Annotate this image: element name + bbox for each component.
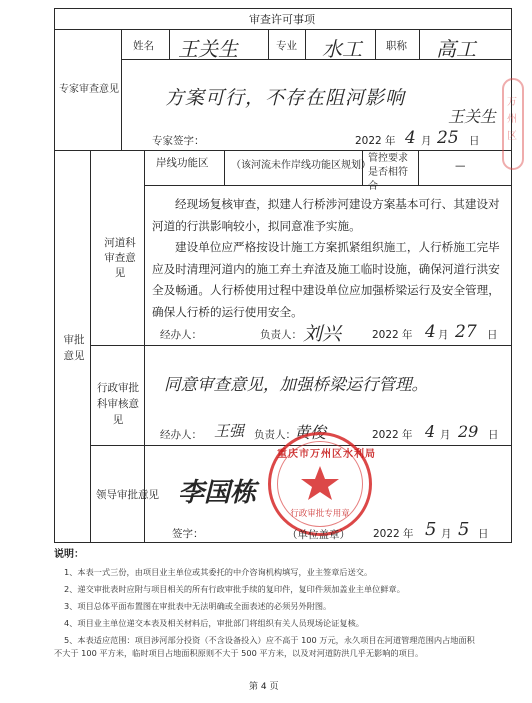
leader-date-year: 2022 bbox=[373, 528, 400, 540]
margin-stamp-text: 万州区 bbox=[507, 97, 517, 142]
vrule-river-label bbox=[144, 150, 145, 345]
page-number: 第 4 页 bbox=[249, 682, 279, 692]
margin-stamp bbox=[502, 78, 524, 170]
control-value: — bbox=[455, 160, 466, 172]
leader-signature: 李国栋 bbox=[178, 478, 257, 508]
control-label: 管控要求是否相符合 bbox=[368, 153, 408, 192]
approval-section-label: 审批意见 bbox=[63, 334, 85, 362]
leader-date-month-suffix: 月 bbox=[441, 528, 452, 540]
rule-shoreline bbox=[144, 185, 512, 186]
river-opinion-para2: 建设单位应严格按设计施工方案抓紧组织施工，人行桥施工完毕应及时清理河道内的施工弃土弃渣及施工临时设施，确保河道行洪安全及畅通。人行桥使用过程中建设单位应加强桥梁运行及安全管理，确保人行桥的运行使用安全。 bbox=[152, 240, 500, 319]
expert-opinion: 方案可行，不存在阻河影响 bbox=[165, 87, 406, 109]
note-item: 1、本表一式三份，由项目业主单位或其委托的中介咨询机构填写，业主签章后送交。 bbox=[64, 567, 373, 577]
notes-heading: 说明： bbox=[54, 549, 84, 560]
expert-date-month: 4 bbox=[405, 128, 416, 148]
river-date-month: 4 bbox=[425, 322, 436, 342]
note-item: 2、递交审批表时应附与项目相关的所有行政审批手续的复印件，复印件须加盖业主单位鲜章。 bbox=[64, 584, 405, 594]
leader-sign-label: 签字： bbox=[172, 528, 204, 540]
vrule-title-value bbox=[419, 29, 420, 59]
admin-date-day: 29 bbox=[458, 422, 479, 441]
title-label: 职称 bbox=[386, 40, 407, 52]
river-responsible-label: 负责人： bbox=[260, 329, 302, 341]
admin-handler-label: 经办人： bbox=[160, 429, 202, 441]
river-responsible-signature: 刘兴 bbox=[303, 323, 342, 345]
form-title: 审查许可事项 bbox=[249, 13, 315, 26]
vrule-major-value bbox=[305, 29, 306, 59]
admin-date-month: 4 bbox=[425, 422, 436, 441]
expert-date-day: 25 bbox=[437, 128, 459, 148]
expert-date-year: 2022 bbox=[355, 135, 382, 147]
vrule-name-value bbox=[169, 29, 170, 59]
admin-section-label: 行政审批科审核意见 bbox=[97, 382, 139, 426]
vrule-major-label bbox=[268, 29, 269, 59]
unit-stamp-label: （单位盖章） bbox=[287, 529, 350, 541]
expert-date-year-suffix: 年 bbox=[385, 135, 396, 147]
river-date-year: 2022 bbox=[372, 329, 399, 341]
admin-opinion: 同意审查意见，加强桥梁运行管理。 bbox=[164, 375, 428, 394]
table-left-border bbox=[54, 8, 55, 543]
stamp-subtext: 行政审批专用章 bbox=[290, 509, 350, 519]
name-value: 王关生 bbox=[178, 37, 238, 61]
rule-river-bottom bbox=[90, 345, 512, 346]
expert-date-month-suffix: 月 bbox=[421, 135, 432, 147]
admin-responsible-label: 负责人： bbox=[254, 429, 296, 441]
river-section-label: 河道科审查意见 bbox=[104, 237, 136, 279]
shoreline-value: （该河流未作岸线功能区规划） bbox=[231, 160, 371, 171]
major-label: 专业 bbox=[276, 40, 297, 52]
expert-opinion-signature: 王关生 bbox=[448, 107, 497, 126]
name-label: 姓名 bbox=[133, 40, 154, 52]
leader-date-year-suffix: 年 bbox=[403, 528, 414, 540]
note-item: 不大于 100 平方米，临时项目占地面积原则不大于 500 平方米，以及对河道防洪几乎无影响的项目。 bbox=[54, 648, 424, 658]
admin-handler-signature: 王强 bbox=[214, 422, 245, 440]
leader-date-month: 5 bbox=[425, 519, 437, 540]
vrule-control-value bbox=[418, 150, 419, 185]
river-handler-label: 经办人： bbox=[160, 329, 202, 341]
note-item: 4、项目业主单位递交本表及相关材料后，审批部门将组织有关人员现场论证复核。 bbox=[64, 618, 364, 628]
shoreline-label: 岸线功能区 bbox=[156, 157, 209, 169]
vrule-approval-label bbox=[90, 150, 91, 543]
admin-date-year-suffix: 年 bbox=[402, 429, 413, 441]
admin-date-month-suffix: 月 bbox=[440, 429, 451, 441]
admin-date-day-suffix: 日 bbox=[488, 429, 499, 441]
leader-date-day-suffix: 日 bbox=[478, 528, 489, 540]
rule-title bbox=[54, 29, 512, 30]
admin-date-year: 2022 bbox=[372, 429, 399, 441]
river-date-month-suffix: 月 bbox=[438, 329, 449, 341]
river-date-day: 27 bbox=[455, 322, 477, 342]
leader-section-label: 领导审批意见 bbox=[96, 489, 159, 501]
leader-date-day: 5 bbox=[458, 519, 470, 540]
expert-sign-label: 专家签字： bbox=[152, 135, 205, 147]
notes-list bbox=[54, 566, 510, 660]
rule-expert-bottom bbox=[54, 150, 512, 151]
expert-section-label: 专家审查意见 bbox=[59, 84, 119, 95]
expert-date-day-suffix: 日 bbox=[469, 135, 480, 147]
vrule-shoreline-label bbox=[224, 150, 225, 185]
table-bottom-border bbox=[54, 542, 512, 543]
river-date-year-suffix: 年 bbox=[402, 329, 413, 341]
vrule-expert-label bbox=[121, 29, 122, 150]
river-date-day-suffix: 日 bbox=[487, 329, 498, 341]
major-value: 水工 bbox=[322, 37, 362, 61]
admin-responsible-signature: 黄俊 bbox=[294, 423, 327, 442]
river-opinion-para1: 经现场复核审查，拟建人行桥涉河建设方案基本可行、其建设对河道的行洪影响较小，拟同意准予实施。 bbox=[152, 197, 500, 233]
title-value: 高工 bbox=[436, 37, 476, 61]
official-stamp bbox=[268, 432, 376, 536]
note-item: 5、本表适应范围：项目涉河部分投资（不含设备投入）应不高于 100 万元，永久项目在河道管理范围内占地面积 bbox=[64, 635, 475, 645]
stamp-text: 重庆市万州区水利局 bbox=[277, 449, 376, 460]
note-item: 3、项目总体平面布置图在审批表中无法明确或全面表述的必须另外附图。 bbox=[64, 601, 332, 611]
vrule-title-label bbox=[375, 29, 376, 59]
table-top-border bbox=[54, 8, 512, 9]
vrule-admin-label bbox=[144, 345, 145, 445]
